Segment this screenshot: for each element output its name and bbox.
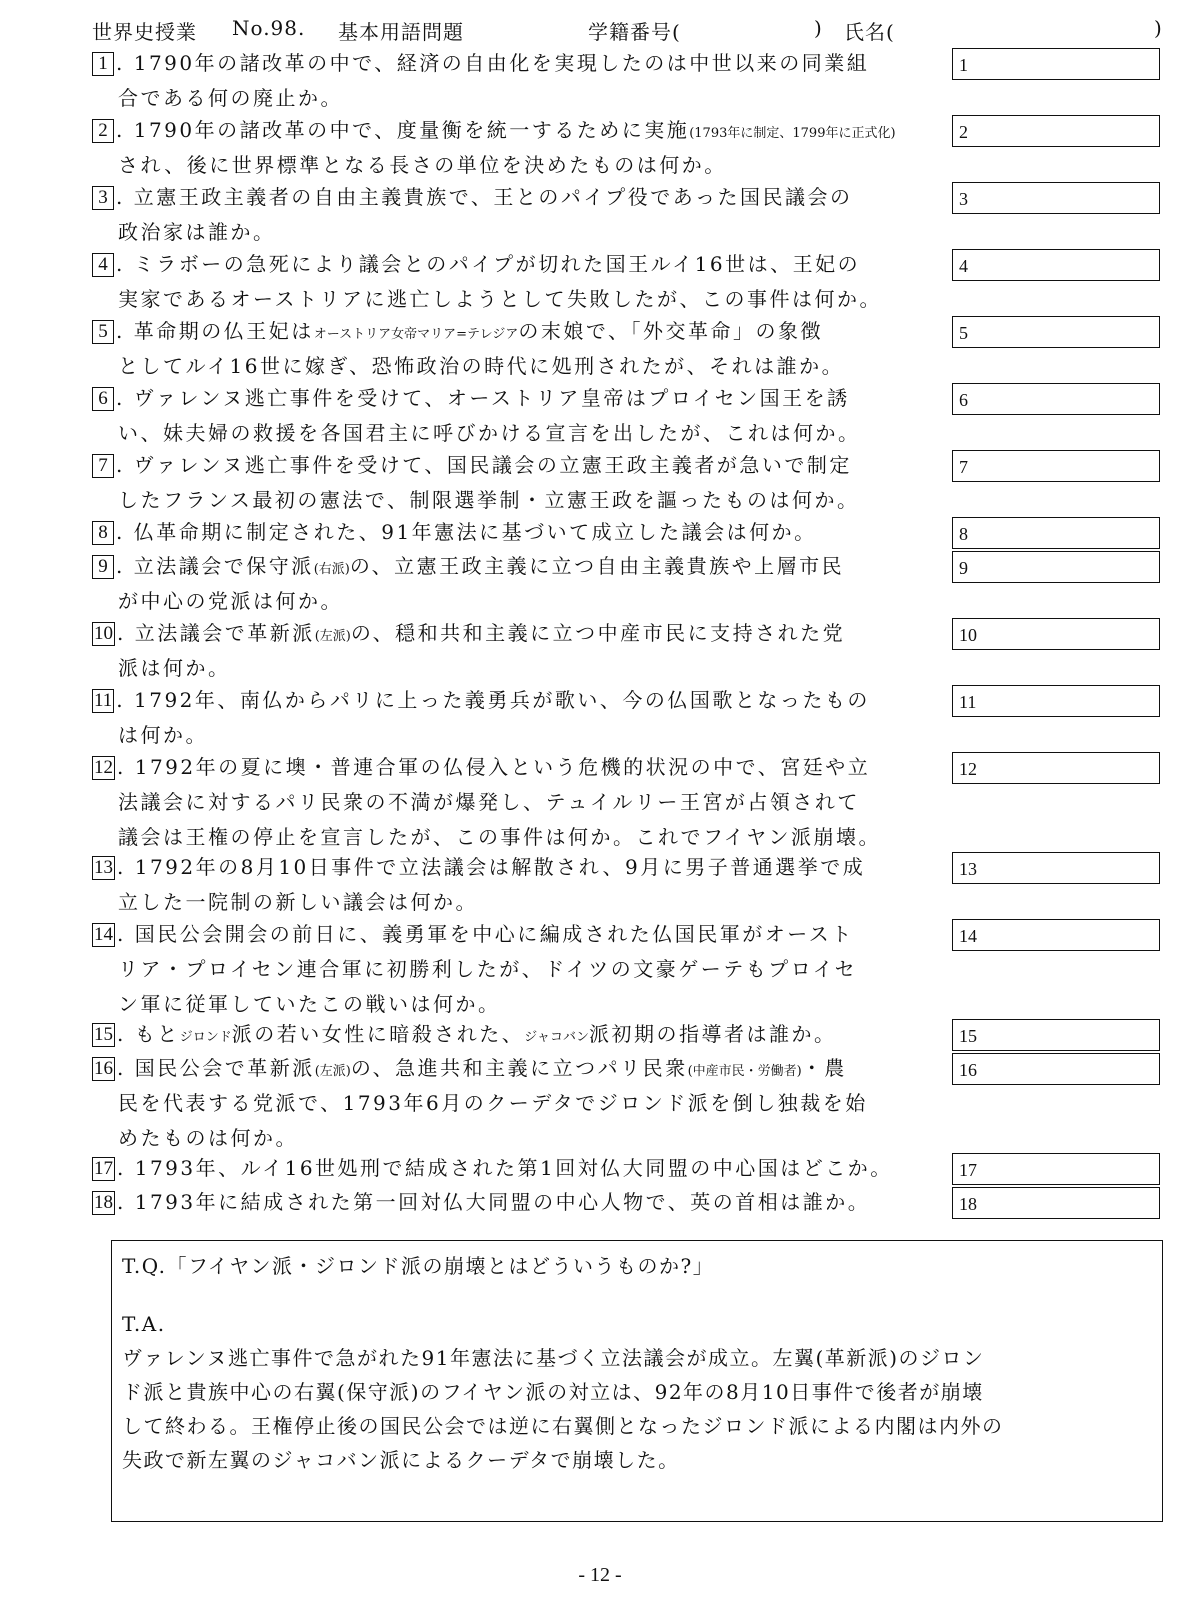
question-text: . 立法議会で保守派 (116, 554, 314, 578)
question-text-cont: 政治家は誰か。 (118, 220, 276, 244)
question-3 (92, 180, 853, 250)
question-number: 13 (94, 857, 113, 878)
question-text-cont: され、後に世界標準となる長さの単位を決めたものは何か。 (118, 153, 727, 177)
question-4 (92, 247, 882, 317)
ta-text: ド派と貴族中心の右翼(保守派)のフイヤン派の対立は、92年の8月10日事件で後者が崩壊 (122, 1380, 984, 1404)
question-note: (右派) (313, 562, 350, 577)
question-17 (92, 1151, 893, 1186)
question-text-cont: 立した一院制の新しい議会は何か。 (118, 890, 478, 914)
question-number: 12 (94, 757, 113, 778)
answer-box-18[interactable]: 18 (952, 1187, 1160, 1219)
question-1 (92, 46, 869, 116)
question-text-cont: めたものは何か。 (118, 1126, 298, 1150)
name-label: 氏名( (844, 20, 895, 44)
question-text: . ミラボーの急死により議会とのパイプが切れた国王ルイ16世は、王妃の (116, 252, 861, 276)
answer-box-2[interactable]: 2 (952, 115, 1160, 147)
question-number: 3 (92, 186, 114, 210)
question-text: . 立憲王政主義者の自由主義貴族で、王とのパイプ役であった国民議会の (116, 185, 853, 209)
question-text: の末娘で、「外交革命」の象徴 (518, 319, 823, 343)
question-text: . 1793年に結成された第一回対仏大同盟の中心人物で、英の首相は誰か。 (117, 1190, 871, 1214)
question-text: 派の若い女性に暗殺された、 (231, 1022, 525, 1046)
answer-box-5[interactable]: 5 (952, 316, 1160, 348)
question-text-cont: 合である何の廃止か。 (118, 86, 343, 110)
name-close: ) (1154, 16, 1163, 40)
worksheet-header (92, 16, 1168, 42)
answer-box-16[interactable]: 16 (952, 1053, 1160, 1085)
question-number: 11 (94, 690, 113, 711)
question-8 (92, 515, 817, 550)
question-text: . 革命期の仏王妃は (116, 319, 314, 343)
ta-label: T.A. (122, 1312, 166, 1336)
question-14 (92, 917, 857, 1022)
question-text-cont: い、妹夫婦の救援を各国君主に呼びかける宣言を出したが、これは何か。 (118, 421, 861, 445)
question-number: 4 (92, 253, 114, 277)
question-number: 10 (94, 623, 113, 644)
question-text: の、立憲王政主義に立つ自由主義貴族や上層市民 (349, 554, 845, 578)
question-text: . 立法議会で革新派 (117, 621, 315, 645)
answer-box-9[interactable]: 9 (952, 551, 1160, 583)
question-note: (中産市民・労働者) (687, 1064, 802, 1079)
lesson-number: No.98. (232, 16, 306, 40)
question-text-cont: 派は何か。 (118, 656, 231, 680)
question-text-cont: としてルイ16世に嫁ぎ、恐怖政治の時代に処刑されたが、それは誰か。 (118, 354, 845, 378)
question-7 (92, 448, 860, 518)
page-number: - 12 - (578, 1564, 622, 1586)
question-text-cont: リア・プロイセン連合軍に初勝利したが、ドイツの文豪ゲーテもプロイセ (118, 957, 858, 981)
answer-box-3[interactable]: 3 (952, 182, 1160, 214)
question-18 (92, 1185, 870, 1220)
question-6 (92, 381, 861, 451)
question-text: 派初期の指導者は誰か。 (588, 1022, 837, 1046)
question-16 (92, 1051, 868, 1156)
question-text: の、急進共和主義に立つパリ民衆 (350, 1056, 688, 1080)
question-text: . もと (117, 1022, 180, 1046)
question-text: . 仏革命期に制定された、91年憲法に基づいて成立した議会は何か。 (116, 520, 817, 544)
question-5 (92, 314, 844, 384)
question-text: . 1793年、ルイ16世処刑で結成された第1回対仏大同盟の中心国はどこか。 (117, 1156, 893, 1180)
course-name: 世界史授業 (92, 20, 197, 44)
question-number: 9 (92, 555, 114, 579)
question-text-cont: 実家であるオーストリアに逃亡しようとして失敗したが、この事件は何か。 (118, 287, 882, 311)
ta-text: して終わる。王権停止後の国民公会では逆に右翼側となったジロンド派による内閣は内外の (122, 1414, 1004, 1438)
answer-box-7[interactable]: 7 (952, 450, 1160, 482)
ta-text: ヴァレンヌ逃亡事件で急がれた91年憲法に基づく立法議会が成立。左翼(革新派)のジロン (122, 1346, 985, 1370)
question-11 (92, 683, 870, 753)
question-text: ・農 (801, 1056, 847, 1080)
question-text-cont: したフランス最初の憲法で、制限選挙制・立憲王政を謳ったものは何か。 (118, 488, 860, 512)
question-note: (1793年に制定、1799年に正式化) (689, 126, 896, 141)
worksheet-title: 基本用語問題 (338, 20, 464, 44)
ta-text: 失政で新左翼のジャコバン派によるクーデタで崩壊した。 (122, 1448, 680, 1472)
question-number: 1 (92, 52, 114, 76)
question-note: (左派) (314, 1064, 351, 1079)
question-9 (92, 549, 844, 619)
question-text: . 1790年の諸改革の中で、度量衡を統一するために実施 (116, 118, 690, 142)
question-text-cont: が中心の党派は何か。 (118, 589, 343, 613)
question-12 (92, 750, 881, 855)
question-10 (92, 616, 845, 686)
question-number: 6 (92, 387, 114, 411)
question-text: の、穏和共和主義に立つ中産市民に支持された党 (350, 621, 846, 645)
answer-box-14[interactable]: 14 (952, 919, 1160, 951)
question-number: 16 (94, 1058, 113, 1079)
answer-box-8[interactable]: 8 (952, 517, 1160, 549)
question-text: . 1790年の諸改革の中で、経済の自由化を実現したのは中世以来の同業組 (116, 51, 870, 75)
question-number: 17 (94, 1158, 113, 1179)
question-text-cont: 議会は王権の停止を宣言したが、この事件は何か。これでフイヤン派崩壊。 (118, 825, 881, 849)
question-text-cont: 民を代表する党派で、1793年6月のクーデタでジロンド派を倒し独裁を始 (118, 1091, 868, 1115)
question-number: 7 (92, 454, 114, 478)
tq-box (111, 1240, 1163, 1522)
question-number: 14 (94, 924, 113, 945)
answer-box-12[interactable]: 12 (952, 752, 1160, 784)
answer-box-11[interactable]: 11 (952, 685, 1160, 717)
question-number: 5 (92, 320, 114, 344)
question-number: 15 (94, 1024, 113, 1045)
question-2 (92, 113, 896, 183)
answer-box-6[interactable]: 6 (952, 383, 1160, 415)
answer-box-13[interactable]: 13 (952, 852, 1160, 884)
question-text: . 1792年の8月10日事件で立法議会は解散され、9月に男子普通選挙で成 (117, 855, 866, 879)
tq-question: T.Q.「フイヤン派・ジロンド派の崩壊とはどういうものか?」 (122, 1254, 715, 1278)
question-text-cont: は何か。 (118, 723, 208, 747)
question-note: ジャコバン (524, 1030, 589, 1045)
question-text-cont: ン軍に従軍していたこの戦いは何か。 (118, 992, 501, 1016)
question-number: 2 (92, 119, 114, 143)
answer-box-4[interactable]: 4 (952, 249, 1160, 281)
answer-box-10[interactable]: 10 (952, 618, 1160, 650)
question-text: . ヴァレンヌ逃亡事件を受けて、オーストリア皇帝はプロイセン国王を誘 (116, 386, 850, 410)
question-note: (左派) (314, 629, 351, 644)
question-text-cont: 法議会に対するパリ民衆の不満が爆発し、テュイルリー王宮が占領されて (118, 790, 860, 814)
answer-box-1[interactable]: 1 (952, 48, 1160, 80)
question-number: 8 (92, 521, 114, 545)
answer-box-17[interactable]: 17 (952, 1153, 1160, 1185)
question-15 (92, 1017, 836, 1052)
student-id-close: ) (814, 16, 823, 40)
question-text: . 国民公会開会の前日に、義勇軍を中心に編成された仏国民軍がオースト (117, 922, 854, 946)
question-text: . 1792年、南仏からパリに上った義勇兵が歌い、今の仏国歌となったもの (116, 688, 870, 712)
question-note: オーストリア女帝マリア=テレジア (313, 327, 519, 342)
question-text: . 国民公会で革新派 (117, 1056, 315, 1080)
question-number: 18 (94, 1192, 113, 1213)
question-text: . ヴァレンヌ逃亡事件を受けて、国民議会の立憲王政主義者が急いで制定 (116, 453, 852, 477)
question-note: ジロンド (179, 1030, 232, 1045)
question-13 (92, 850, 865, 920)
answer-box-15[interactable]: 15 (952, 1019, 1160, 1051)
question-text: . 1792年の夏に墺・普連合軍の仏侵入という危機的状況の中で、宮廷や立 (117, 755, 871, 779)
student-id-label: 学籍番号( (588, 20, 681, 44)
